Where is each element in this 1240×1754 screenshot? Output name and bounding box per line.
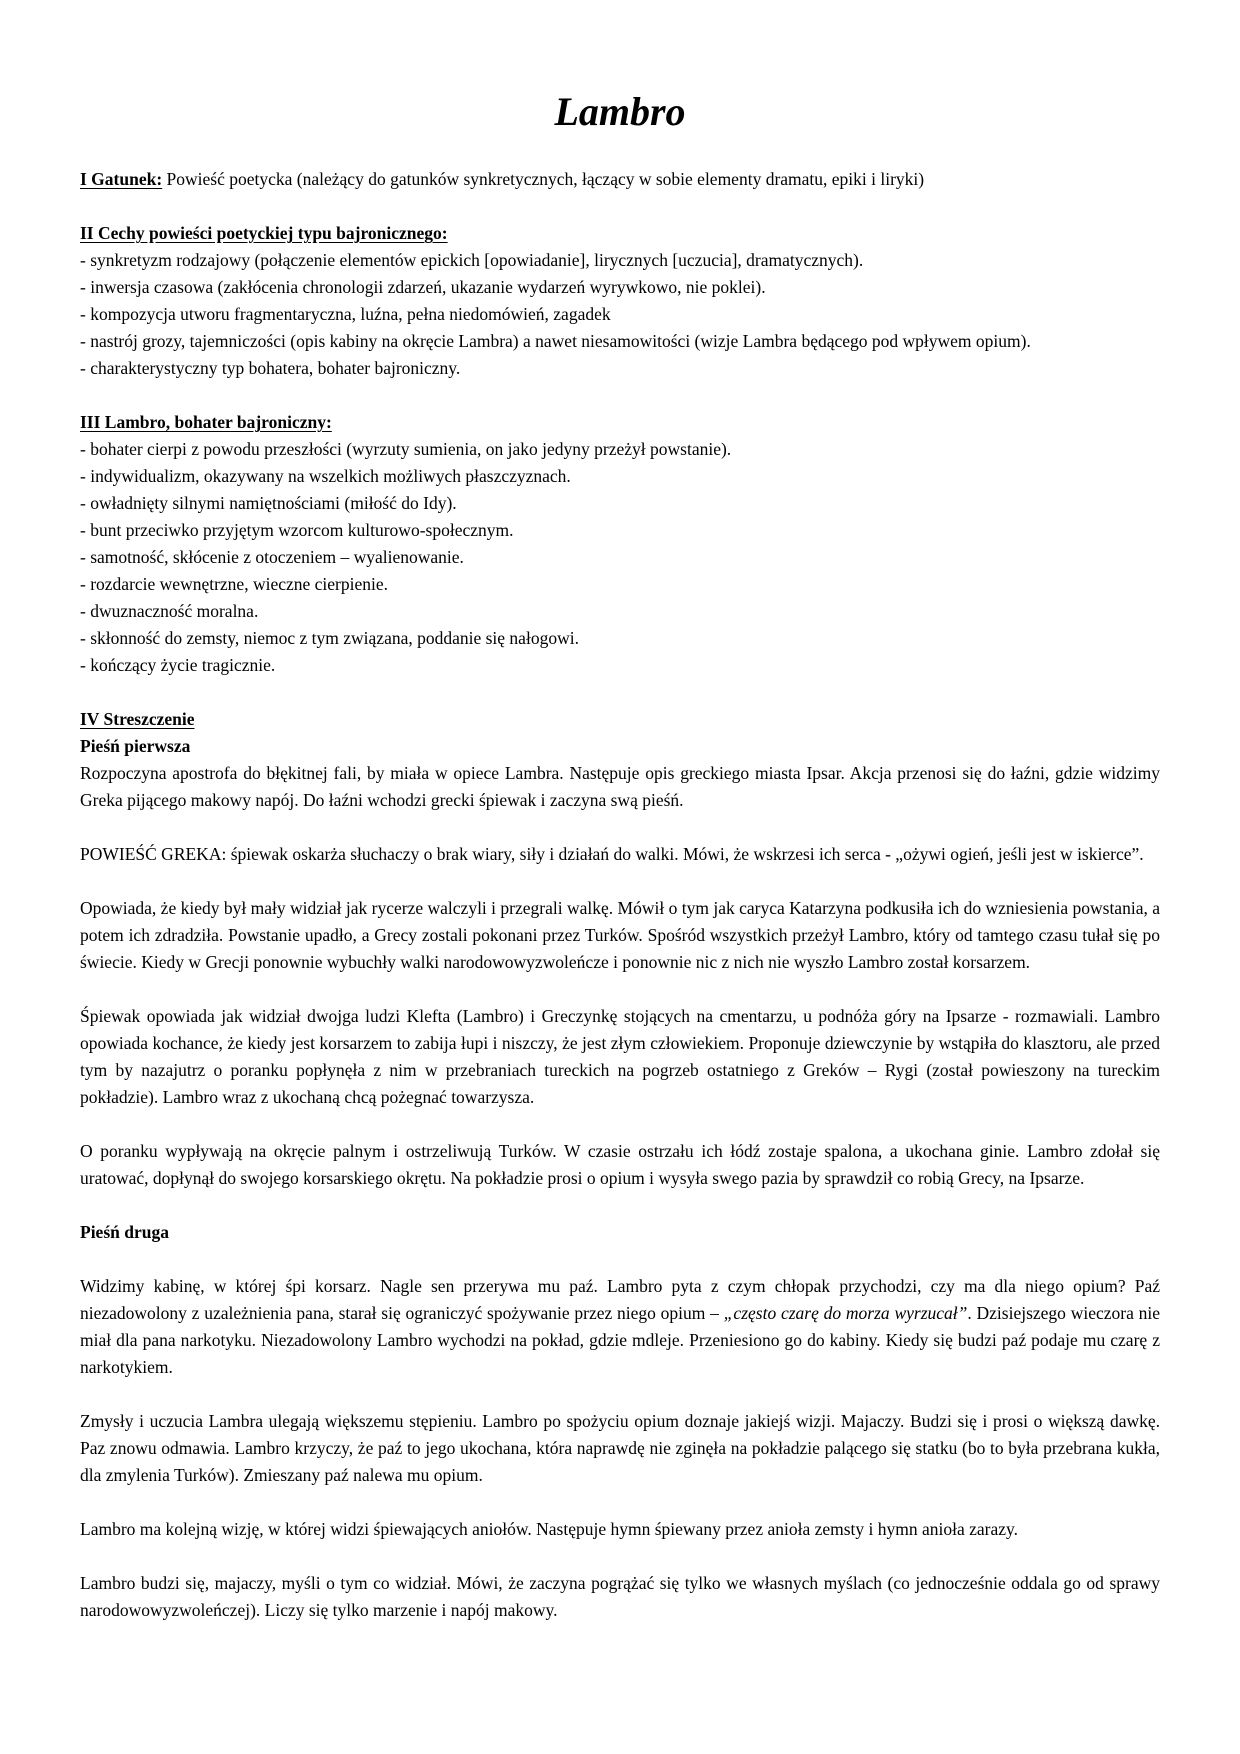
para-zmysly-run-1: Zmysły i uczucia Lambra ulegają większemu stępieniu. Lambro po spożyciu opium doznaje jakiejś wizji. Majaczy. Budzi się i prosi o większą dawkę. Paz znowu odmawia. Lambro krzyczy, że paź to jego ukochana, która naprawdę nie zginęła na pokładzie palącego się statku (bo to była przebrana kukła, dla zmylenia Turków). Zmieszany paź nalewa mu opium. — [80, 1411, 1160, 1485]
bohater-list-item-3: - owładnięty silnymi namiętnościami (miłość do Idy). — [80, 493, 457, 513]
para-kabina-run-3: . Dzisiejszego wieczora nie miał dla pana narkotyku. Niezadowolony Lambro wychodzi na pokład, gdzie mdleje. Przeniesiono go do kabiny. Kiedy się budzi paź podaje mu czarę z narkotykiem. — [80, 1303, 1160, 1377]
bohater-list-item-6: - rozdarcie wewnętrzne, wieczne cierpienie. — [80, 574, 389, 594]
cechy-list-item-1: - synkretyzm rodzajowy (połączenie elementów epickich [opowiadanie], lirycznych [uczucia], dramatycznych). — [80, 250, 864, 270]
heading-cechy-text: II Cechy powieści poetyckiej typu bajronicznego: — [80, 223, 448, 243]
piesn-pierwsza-subheading: Pieśń pierwsza — [80, 736, 191, 756]
document-content — [80, 166, 1160, 1624]
document-title: Lambro — [554, 89, 686, 134]
bohater-list-item-5: - samotność, skłócenie z otoczeniem – wyalienowanie. — [80, 547, 464, 567]
cechy-list-item-5: - charakterystyczny typ bohatera, bohater bajroniczny. — [80, 358, 461, 378]
para-apostrofa-run-1: Rozpoczyna apostrofa do błękitnej fali, by miała w opiece Lambra. Następuje opis greckiego miasta Ipsar. Akcja przenosi się do łaźni, gdzie widzimy Greka pijącego makowy napój. Do łaźni wchodzi grecki śpiewak i zaczyna swą pieśń. — [80, 763, 1160, 810]
para-final — [80, 1570, 1160, 1624]
para-spiewak — [80, 1003, 1160, 1111]
bohater-list — [80, 436, 1160, 679]
piesn-druga-subheading: Pieśń druga — [80, 1222, 169, 1242]
bohater-list-item-2: - indywidualizm, okazywany na wszelkich możliwych płaszczyznach. — [80, 466, 571, 486]
heading-cechy — [80, 220, 1160, 247]
heading-bohater — [80, 409, 1160, 436]
para-powiesc-greka-run-1: POWIEŚĆ GREKA: śpiewak oskarża słuchaczy o brak wiary, siły i działań do walki. Mówi, że wskrzesi ich serca - „ożywi ogień, jeśli jest w iskierce”. — [80, 844, 1144, 864]
para-o-poranku-run-1: O poranku wypływają na okręcie palnym i ostrzeliwują Turków. W czasie ostrzału ich łódź zostaje spalona, a ukochana ginie. Lambro zdołał się uratować, dopłynął do swojego korsarskiego okrętu. Na pokładzie prosi o opium i wysyła swego pazia by sprawdził co robią Grecy, na Ipsarze. — [80, 1141, 1160, 1188]
para-o-poranku — [80, 1138, 1160, 1192]
cechy-list — [80, 247, 1160, 382]
para-powiesc-greka — [80, 841, 1160, 868]
para-kabina — [80, 1273, 1160, 1381]
heading-streszczenie — [80, 706, 1160, 733]
gatunek-line: I Gatunek: Powieść poetycka (należący do gatunków synkretycznych, łączący w sobie elementy dramatu, epiki i liryki) — [80, 169, 925, 189]
para-wizja-run-1: Lambro ma kolejną wizję, w której widzi śpiewających aniołów. Następuje hymn śpiewany przez anioła zemsty i hymn anioła zarazy. — [80, 1519, 1019, 1539]
para-final-run-1: Lambro budzi się, majaczy, myśli o tym co widział. Mówi, że zaczyna pogrążać się tylko we własnych myślach (co jednocześnie oddala go od sprawy narodowowyzwoleńczej). Liczy się tylko marzenie i napój makowy. — [80, 1573, 1160, 1620]
para-kabina-run-1: Widzimy kabinę, w której śpi korsarz. Nagle sen przerywa mu paź. Lambro pyta z czym chłopak przychodzi, czy ma dla niego opium? Paź niezadowolony z uzależnienia pana, starał się ograniczyć spożywanie przez niego opium – — [80, 1276, 1160, 1323]
gatunek-line-label: I Gatunek: — [80, 169, 163, 189]
cechy-list-item-2: - inwersja czasowa (zakłócenia chronologii zdarzeń, ukazanie wydarzeń wyrywkowo, nie poklei). — [80, 277, 766, 297]
cechy-list-item-4: - nastrój grozy, tajemniczości (opis kabiny na okręcie Lambra) a nawet niesamowitości (wizje Lambra będącego pod wpływem opium). — [80, 331, 1031, 351]
bohater-list-item-9: - kończący życie tragicznie. — [80, 655, 276, 675]
para-apostrofa — [80, 760, 1160, 814]
bohater-list-item-8: - skłonność do zemsty, niemoc z tym związana, poddanie się nałogowi. — [80, 628, 579, 648]
para-opowiada-run-1: Opowiada, że kiedy był mały widział jak rycerze walczyli i przegrali walkę. Mówił o tym jak caryca Katarzyna podkusiła ich do wzniesienia powstania, a potem ich zdradziła. Powstanie upadło, a Grecy zostali pokonani przez Turków. Spośród wszystkich przeżył Lambro, który od tamtego czasu tułał się po świecie. Kiedy w Grecji ponownie wybuchły walki narodowowyzwoleńcze i ponownie nic z nich nie wyszło Lambro został korsarzem. — [80, 898, 1160, 972]
para-spiewak-run-1: Śpiewak opowiada jak widział dwojga ludzi Klefta (Lambro) i Greczynkę stojących na cmentarzu, u podnóża góry na Ipsarze - rozmawiali. Lambro opowiada kochance, że kiedy jest korsarzem to zabija łupi i niszczy, że jest złym człowiekiem. Proponuje dziewczynie by wstąpiła do klasztoru, ale przed tym by nazajutrz o poranku popłynęła z nim w przebraniach tureckich na pogrzeb ostatniego z Greków – Rygi (został powieszony na tureckim pokładzie). Lambro wraz z ukochaną chcą pożegnać towarzysza. — [80, 1006, 1160, 1107]
bohater-list-item-4: - bunt przeciwko przyjętym wzorcom kulturowo-społecznym. — [80, 520, 514, 540]
para-zmysly — [80, 1408, 1160, 1489]
bohater-list-item-7: - dwuznaczność moralna. — [80, 601, 259, 621]
para-kabina-run-2: „często czarę do morza wyrzucał” — [723, 1303, 968, 1323]
para-wizja — [80, 1516, 1160, 1543]
para-opowiada — [80, 895, 1160, 976]
heading-bohater-text: III Lambro, bohater bajroniczny: — [80, 412, 332, 432]
cechy-list-item-3: - kompozycja utworu fragmentaryczna, luźna, pełna niedomówień, zagadek — [80, 304, 611, 324]
bohater-list-item-1: - bohater cierpi z powodu przeszłości (wyrzuty sumienia, on jako jedyny przeżył powstanie). — [80, 439, 732, 459]
heading-streszczenie-text: IV Streszczenie — [80, 709, 195, 729]
